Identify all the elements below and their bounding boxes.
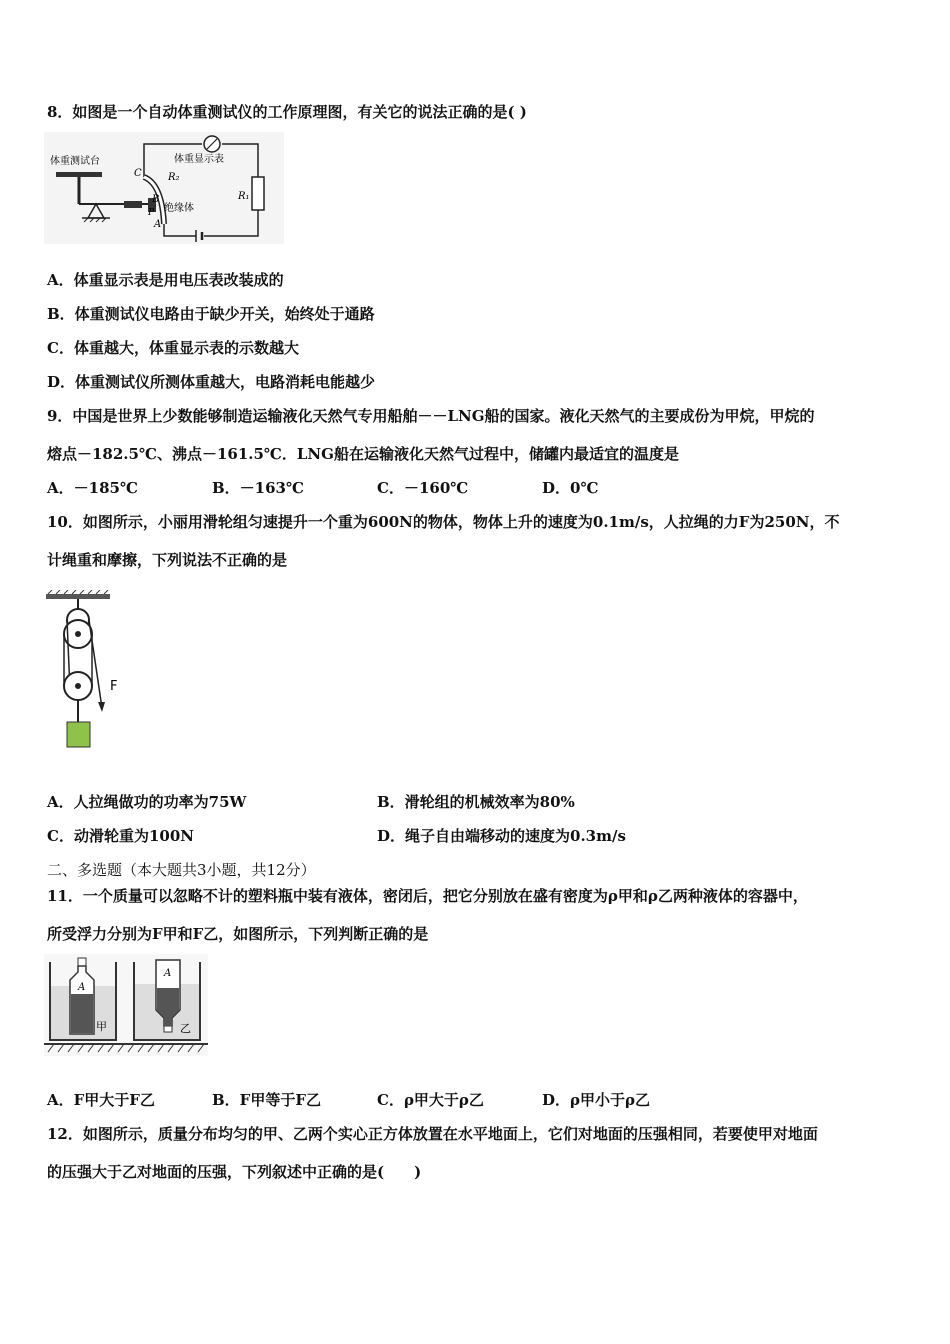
q9-stem-line2: 熔点－182.5℃、沸点－161.5℃．LNG船在运输液化天然气过程中，储罐内最适宜的温度是	[47, 445, 679, 463]
q12-stem-line2: 的压强大于乙对地面的压强，下列叙述中正确的是( )	[47, 1163, 422, 1181]
q11-bottle-figure	[44, 954, 208, 1056]
label-r2: R₂	[168, 172, 180, 183]
q10-stem-line1: 10．如图所示，小丽用滑轮组匀速提升一个重为600N的物体，物体上升的速度为0.1m/s，人拉绳的力F为250N，不	[47, 513, 840, 531]
q8-option-a: A．体重显示表是用电压表改装成的	[47, 271, 284, 289]
q8-option-b: B．体重测试仪电路由于缺少开关，始终处于通路	[47, 305, 375, 323]
q11-option-c: C．ρ甲大于ρ乙	[377, 1091, 484, 1109]
q10-pulley-figure	[44, 590, 134, 752]
q10-option-c: C．动滑轮重为100N	[47, 827, 194, 845]
label-meter: 体重显示表	[174, 154, 224, 165]
label-yi: 乙	[180, 1022, 191, 1035]
q8-option-c: C．体重越大，体重显示表的示数越大	[47, 339, 299, 357]
q9-option-b: B．－163℃	[212, 479, 304, 497]
q11-option-b: B．F甲等于F乙	[212, 1091, 321, 1109]
q10-option-a: A．人拉绳做功的功率为75W	[47, 793, 247, 811]
q10-option-d: D．绳子自由端移动的速度为0.3m/s	[377, 827, 626, 845]
q12-stem-line1: 12．如图所示，质量分布均匀的甲、乙两个实心正方体放置在水平地面上，它们对地面的压强相同，若要使甲对地面	[47, 1125, 818, 1143]
label-a1: A	[78, 982, 86, 993]
label-p: P	[148, 208, 155, 218]
label-a2: A	[164, 968, 172, 979]
label-force: F	[110, 679, 118, 694]
q9-stem-line1: 9．中国是世界上少数能够制造运输液化天然气专用船舶－－LNG船的国家。液化天然气的主要成份为甲烷，甲烷的	[47, 407, 815, 425]
q8-option-d: D．体重测试仪所测体重越大，电路消耗电能越少	[47, 373, 376, 391]
label-c: C	[134, 168, 142, 179]
q11-stem-line1: 11．一个质量可以忽略不计的塑料瓶中装有液体，密闭后，把它分别放在盛有密度为ρ甲和ρ乙两种液体的容器中，	[47, 887, 808, 905]
q8-circuit-figure	[44, 132, 284, 244]
section-title: 二、多选题（本大题共3小题，共12分）	[47, 861, 316, 879]
label-insulator: 绝缘体	[164, 203, 194, 214]
label-platform: 体重测试台	[50, 156, 100, 167]
label-jia: 甲	[96, 1020, 107, 1033]
q11-stem-line2: 所受浮力分别为F甲和F乙，如图所示，下列判断正确的是	[47, 925, 429, 943]
q8-stem: 8．如图是一个自动体重测试仪的工作原理图，有关它的说法正确的是( )	[47, 103, 527, 121]
q9-option-c: C．－160℃	[377, 479, 469, 497]
q9-option-d: D．0℃	[542, 479, 599, 497]
q10-option-b: B．滑轮组的机械效率为80%	[377, 793, 575, 811]
q11-option-a: A．F甲大于F乙	[47, 1091, 155, 1109]
q9-option-a: A．－185℃	[47, 479, 138, 497]
label-r1: R₁	[238, 191, 250, 202]
label-a: A	[154, 219, 162, 230]
q11-option-d: D．ρ甲小于ρ乙	[542, 1091, 650, 1109]
label-b: B	[152, 194, 160, 205]
q10-stem-line2: 计绳重和摩擦，下列说法不正确的是	[47, 551, 288, 569]
